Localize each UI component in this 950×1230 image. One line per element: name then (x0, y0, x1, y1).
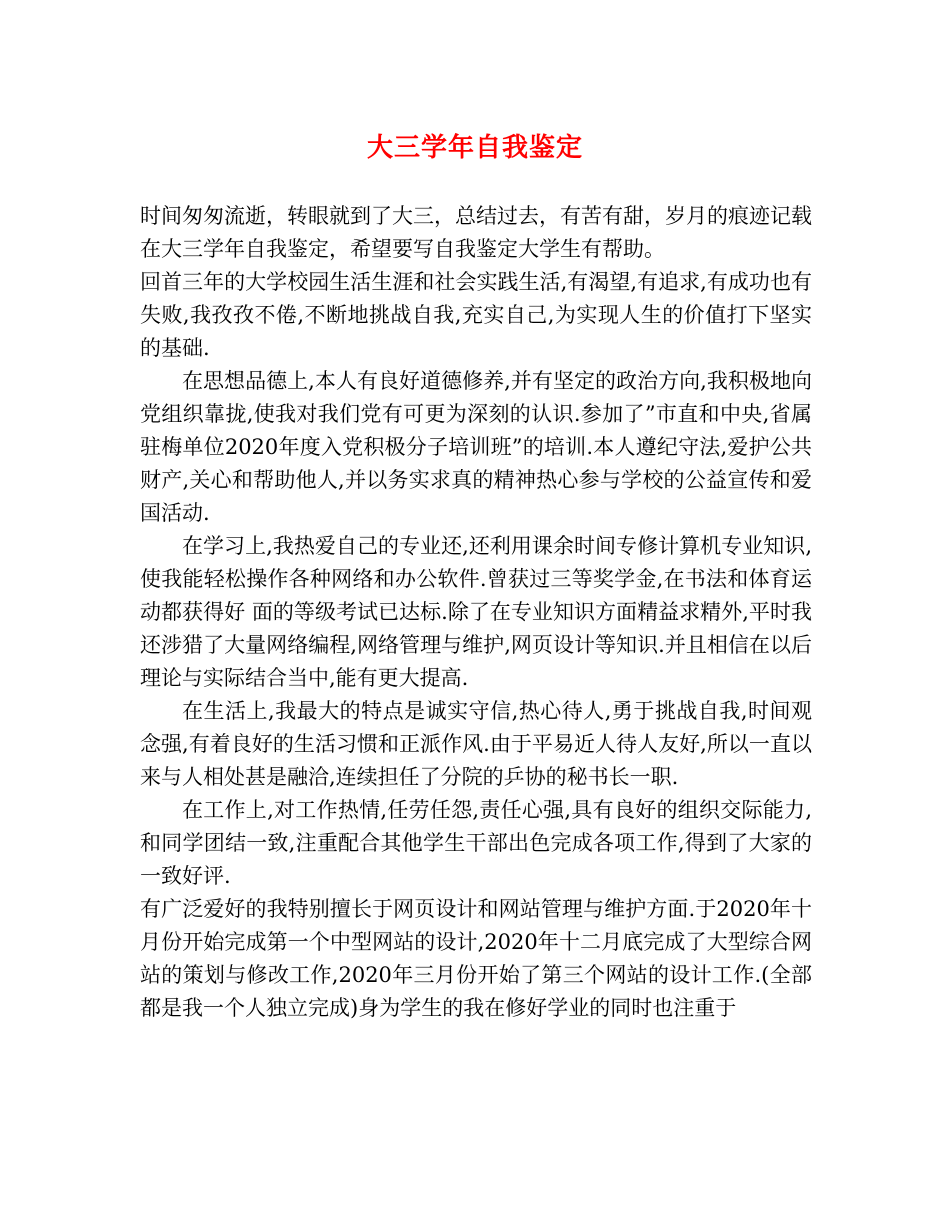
paragraph-life: 在生活上,我最大的特点是诚实守信,热心待人,勇于挑战自我,时间观念强,有着良好的生活习惯和正派作风.由于平易近人待人友好,所以一直以来与人相处甚是融洽,连续担任了分院的乒协的秘书长一职. (140, 699, 812, 789)
document-body (140, 200, 812, 1025)
paragraph-study: 在学习上,我热爱自己的专业还,还利用课余时间专修计算机专业知识,使我能轻松操作各种网络和办公软件.曾获过三等奖学金,在书法和体育运动都获得好 面的等级考试已达标.除了在专业知识方面精益求精外,平时我还涉猎了大量网络编程,网络管理与维护,网页设计等知识.并且相信在以后理论与实际结合当中,能有更大提高. (140, 534, 812, 690)
paragraph-hobbies: 有广泛爱好的我特别擅长于网页设计和网站管理与维护方面.于2020年十月份开始完成第一个中型网站的设计,2020年十二月底完成了大型综合网站的策划与修改工作,2020年三月份开始了第三个网站的设计工作.(全部都是我一个人独立完成)身为学生的我在修好学业的同时也注重于 (140, 897, 812, 1020)
paragraph-intro: 时间匆匆流逝，转眼就到了大三，总结过去，有苦有甜，岁月的痕迹记载在大三学年自我鉴定，希望要写自我鉴定大学生有帮助。 (140, 204, 812, 261)
paragraph-ideology: 在思想品德上,本人有良好道德修养,并有坚定的政治方向,我积极地向党组织靠拢,使我对我们党有可更为深刻的认识.参加了”市直和中央,省属驻梅单位2020年度入党积极分子培训班”的培训.本人遵纪守法,爱护公共财产,关心和帮助他人,并以务实求真的精神热心参与学校的公益宣传和爱国活动. (140, 369, 812, 525)
document-title: 大三学年自我鉴定 (366, 133, 583, 163)
paragraph-review: 回首三年的大学校园生活生涯和社会实践生活,有渴望,有追求,有成功也有失败,我孜孜不倦,不断地挑战自我,充实自己,为实现人生的价值打下坚实的基础. (140, 270, 812, 360)
paragraph-work: 在工作上,对工作热情,任劳任怨,责任心强,具有良好的组织交际能力,和同学团结一致,注重配合其他学生干部出色完成各项工作,得到了大家的一致好评. (140, 798, 812, 888)
